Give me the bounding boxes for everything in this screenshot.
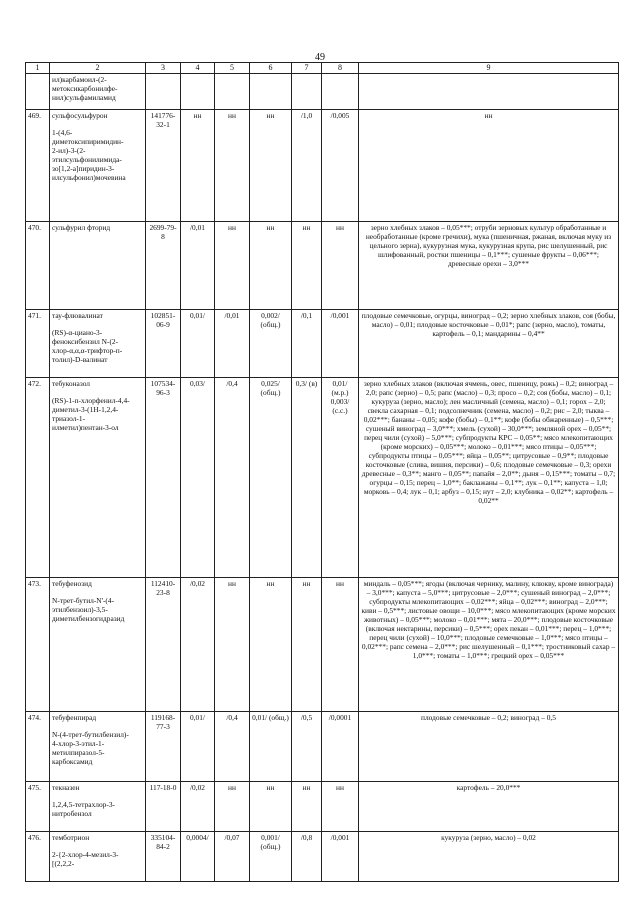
- substance-name-line: тау-флювалинат: [52, 310, 103, 320]
- residue-limits: плодовые семечковые, огурцы, виноград – 0,2; зерно хлебных злаков, соя (бобы, масло) – 0,01; плодовые косточковые – 0,01*; рапс (зерно, масло), томаты, картофель – 0,1; мандарины – 0,4**: [359, 309, 619, 377]
- substance-name: [50, 577, 146, 711]
- table-row: [26, 109, 619, 221]
- value-col6: нн: [250, 221, 292, 309]
- substance-name-line: (RS)-1-п-хлорфенил-4,4-: [52, 395, 130, 405]
- row-number: 470.: [26, 221, 50, 309]
- col-header: 9: [359, 63, 619, 74]
- cas-number: 102851-06-9: [146, 309, 181, 377]
- value-col6: 0,01/ (общ.): [250, 711, 292, 781]
- substance-name-line: ил)карбамоил-(2-: [52, 74, 107, 84]
- value-col4: /0,02: [181, 781, 215, 831]
- substance-name-line: тебуфенозид: [52, 578, 92, 588]
- substance-name-line: диметоксипиримидин-: [52, 136, 124, 146]
- value-col8: /0,001: [322, 831, 359, 881]
- substance-name-line: диметил-3-(1Н-1,2,4-: [52, 404, 119, 414]
- value-col4: 0,03/: [181, 377, 215, 577]
- row-number: 473.: [26, 577, 50, 711]
- substance-name-line: [52, 588, 143, 596]
- cas-number: [146, 73, 181, 109]
- cas-number: 2699-79-8: [146, 221, 181, 309]
- value-col8: 0,01/ (м.р.) 0,003/ (с.с.): [322, 377, 359, 577]
- col-header: 1: [26, 63, 50, 74]
- col-header: 8: [322, 63, 359, 74]
- substance-name-line: [52, 792, 143, 800]
- value-col4: нн: [181, 109, 215, 221]
- value-col4: [181, 73, 215, 109]
- value-col8: нн: [322, 577, 359, 711]
- value-col5: нн: [215, 109, 250, 221]
- substance-name-line: диметилбензогидразид: [52, 613, 125, 623]
- residue-limits: картофель – 20,0***: [359, 781, 619, 831]
- substance-name-line: (RS)-α-циано-3-: [52, 327, 103, 337]
- substance-name-line: феноксибензил N-(2-: [52, 336, 119, 346]
- substance-name-line: триазол-1-: [52, 413, 86, 423]
- substance-name: [50, 109, 146, 221]
- value-col5: нн: [215, 221, 250, 309]
- substance-name: [50, 377, 146, 577]
- value-col4: 0,01/: [181, 309, 215, 377]
- value-col8: [322, 73, 359, 109]
- value-col5: /0,4: [215, 377, 250, 577]
- cas-number: 112410-23-8: [146, 577, 181, 711]
- value-col6: 0,002/ (общ.): [250, 309, 292, 377]
- value-col5: нн: [215, 577, 250, 711]
- substance-name-line: [52, 120, 143, 128]
- col-header: 5: [215, 63, 250, 74]
- substance-name: [50, 831, 146, 881]
- row-number: 475.: [26, 781, 50, 831]
- substance-name-line: [52, 320, 143, 328]
- value-col4: /0,02: [181, 577, 215, 711]
- row-number: 472.: [26, 377, 50, 577]
- substance-name-line: илсульфонил)мочевина: [52, 172, 126, 182]
- substance-name-line: текназен: [52, 782, 80, 792]
- cas-number: 117-18-0: [146, 781, 181, 831]
- value-col7: 0,3/ (в): [292, 377, 322, 577]
- cas-number: 335104-84-2: [146, 831, 181, 881]
- cas-number: 141776-32-1: [146, 109, 181, 221]
- substance-name-line: нил)сульфамиламид: [52, 92, 116, 102]
- substance-name-line: карбоксамид: [52, 756, 93, 766]
- value-col4: 0,01/: [181, 711, 215, 781]
- value-col8: нн: [322, 781, 359, 831]
- value-col7: [292, 73, 322, 109]
- substance-name: [50, 781, 146, 831]
- substance-name-line: нитробензол: [52, 808, 92, 818]
- substance-name-line: сульфосульфурон: [52, 110, 108, 120]
- value-col6: [250, 73, 292, 109]
- table-row: [26, 73, 619, 109]
- substance-name-line: этилбензоил)-3,5-: [52, 604, 108, 614]
- value-col8: нн: [322, 221, 359, 309]
- substance-name-line: N-(4-трет-бутилбензил)-: [52, 729, 129, 739]
- table-row: [26, 577, 619, 711]
- substance-name-line: илметил)пентан-3-ол: [52, 422, 119, 432]
- table-row: [26, 831, 619, 881]
- value-col8: /0,0001: [322, 711, 359, 781]
- substance-name-line: сульфурил фторид: [52, 222, 111, 232]
- value-col7: нн: [292, 781, 322, 831]
- value-col6: нн: [250, 577, 292, 711]
- row-number: 469.: [26, 109, 50, 221]
- substance-name-line: толил)-D-валинат: [52, 354, 108, 364]
- value-col5: /0,4: [215, 711, 250, 781]
- value-col8: /0,001: [322, 309, 359, 377]
- substance-name-line: [52, 842, 143, 850]
- substance-name-line: зо[1,2-а]пиридин-3-: [52, 163, 115, 173]
- value-col5: /0,01: [215, 309, 250, 377]
- value-col8: /0,005: [322, 109, 359, 221]
- substance-name-line: [52, 388, 143, 396]
- table-row: [26, 221, 619, 309]
- substance-name-line: [(2,2,2-: [52, 858, 75, 868]
- substance-name: [50, 221, 146, 309]
- value-col5: /0,07: [215, 831, 250, 881]
- cas-number: 119168-77-3: [146, 711, 181, 781]
- col-header: 4: [181, 63, 215, 74]
- substance-name-line: 2-ил)-3-(2-: [52, 145, 86, 155]
- residue-limits: плодовые семечковые – 0,2; виноград – 0,5: [359, 711, 619, 781]
- value-col5: [215, 73, 250, 109]
- row-number: 471.: [26, 309, 50, 377]
- value-col6: 0,025/ (общ.): [250, 377, 292, 577]
- table-row: [26, 711, 619, 781]
- row-number: 474.: [26, 711, 50, 781]
- substance-name: [50, 309, 146, 377]
- col-header: 7: [292, 63, 322, 74]
- col-header: 2: [50, 63, 146, 74]
- residue-limits: [359, 73, 619, 109]
- substance-name-line: тебуконазол: [52, 378, 90, 388]
- value-col5: нн: [215, 781, 250, 831]
- residue-limits: нн: [359, 109, 619, 221]
- table-row: [26, 309, 619, 377]
- row-number: 476.: [26, 831, 50, 881]
- value-col7: /0,5: [292, 711, 322, 781]
- substance-name-line: метилпиразол-5-: [52, 747, 105, 757]
- substance-name-line: 1-(4,6-: [52, 127, 73, 137]
- substance-name-line: этилсульфонилимида-: [52, 154, 122, 164]
- col-header: 6: [250, 63, 292, 74]
- value-col4: 0,0004/: [181, 831, 215, 881]
- value-col7: нн: [292, 577, 322, 711]
- value-col6: нн: [250, 109, 292, 221]
- substance-name-line: хлор-α,α,α-трифтор-п-: [52, 345, 123, 355]
- residue-limits: кукуруза (зерно, масло) – 0,02: [359, 831, 619, 881]
- substance-name: [50, 73, 146, 109]
- table-row: [26, 781, 619, 831]
- substance-name-line: темботрион: [52, 832, 90, 842]
- value-col7: /0,8: [292, 831, 322, 881]
- value-col4: /0,01: [181, 221, 215, 309]
- regulation-table: [25, 62, 619, 882]
- substance-name-line: N-трет-бутил-N'-(4-: [52, 595, 115, 605]
- row-number: [26, 73, 50, 109]
- substance-name-line: тебуфенпирад: [52, 712, 97, 722]
- substance-name-line: 1,2,4,5-тетрахлор-3-: [52, 799, 115, 809]
- table-row: [26, 377, 619, 577]
- residue-limits: миндаль – 0,05***; ягоды (включая чернику, малину, клюкву, кроме винограда) – 3,0***; капуста – 5,0***; цитрусовые – 2,0***; сушеный виноград – 2,0***; субпродукты млекопитающих – 0,02***; яйца – 0,02***; виноград – 2,0***; киви – 0,5***; листовые овощи – 10,0***; мясо млекопитающих (кроме морских животных) – 0,05***; молоко – 0,01***; мята – 20,0***; плодовые косточковые (включая нектарины, персики) – 0,5***; орех пекан – 0,01***; перец – 1,0***; перец чили (сухой) – 10,0***; плодовые семечковые – 1,0***; мясо птицы – 0,02***; рапс семена – 2,0***; рис шелушенный – 0,1***; тростниковый сахар – 1,0***; томаты – 1,0***; грецкий орех – 0,05***: [359, 577, 619, 711]
- cas-number: 107534-96-3: [146, 377, 181, 577]
- value-col7: нн: [292, 221, 322, 309]
- value-col6: нн: [250, 781, 292, 831]
- substance-name-line: [52, 722, 143, 730]
- value-col7: /0,1: [292, 309, 322, 377]
- value-col6: 0,001/ (общ.): [250, 831, 292, 881]
- substance-name-line: 2-{2-хлор-4-мезил-3-: [52, 849, 119, 859]
- col-header: 3: [146, 63, 181, 74]
- substance-name-line: 4-хлор-3-этил-1-: [52, 738, 105, 748]
- page-number: 49: [315, 52, 325, 63]
- substance-name: [50, 711, 146, 781]
- header-row: [26, 63, 619, 74]
- value-col7: /1,0: [292, 109, 322, 221]
- residue-limits: зерно хлебных злаков (включая ячмень, овес, пшеницу, рожь) – 0,2; виноград – 2,0; рапс (зерно) – 0,5; рапс (масло) – 0,3; просо – 0,2; соя (бобы, масло) – 0,1; кукуруза (зерно, масло); лен масличный (семена, масло) – 0,1; горох – 2,0; свекла сахарная – 0,1; подсолнечник (семена, масло) – 0,2; рис – 2,0; тыква – 0,02***; бананы – 0,05; кофе (бобы) – 0,1**; кофе (бобы обжаренные) – 0,5***; сушеный виноград – 3,0***; хмель (сухой) – 30,0***; земляной орех – 0,05**; перец чили (сухой) – 5,0***; субпродукты КРС – 0,05**; мясо млекопитающих (кроме морских) – 0,05***; молоко – 0,01***; мясо птицы – 0,05***; субпродукты птицы – 0,05***; яйца – 0,05**; цитрусовые – 0,9**; плодовые косточковые (слива, вишня, персики) – 0,6; плодовые семечковые – 0,3; орехи древесные – 0,3**; манго – 0,05**; папайя – 2,0**; дыня – 0,15***; томаты – 0,7; огурцы – 0,15; перец – 1,0**; баклажаны – 0,1**; лук – 0,1**; капуста – 1,0; морковь – 0,4; лук – 0,1; арбуз – 0,15; нут – 2,0; клубника – 0,02**; картофель – 0,02**: [359, 377, 619, 577]
- residue-limits: зерно хлебных злаков – 0,05***; отруби зерновых культур обработанные и необработанные (кроме гречихи), мука (пшеничная, ржаная, включая муку из цельного зерна), кукурузная мука, кукурузная крупа, рис шелушенный, рис шлифованный, ростки пшеницы – 0,1***; сушеные фрукты – 0,06***; древесные орехи – 3,0***: [359, 221, 619, 309]
- substance-name-line: метоксикарбонилфе-: [52, 83, 118, 93]
